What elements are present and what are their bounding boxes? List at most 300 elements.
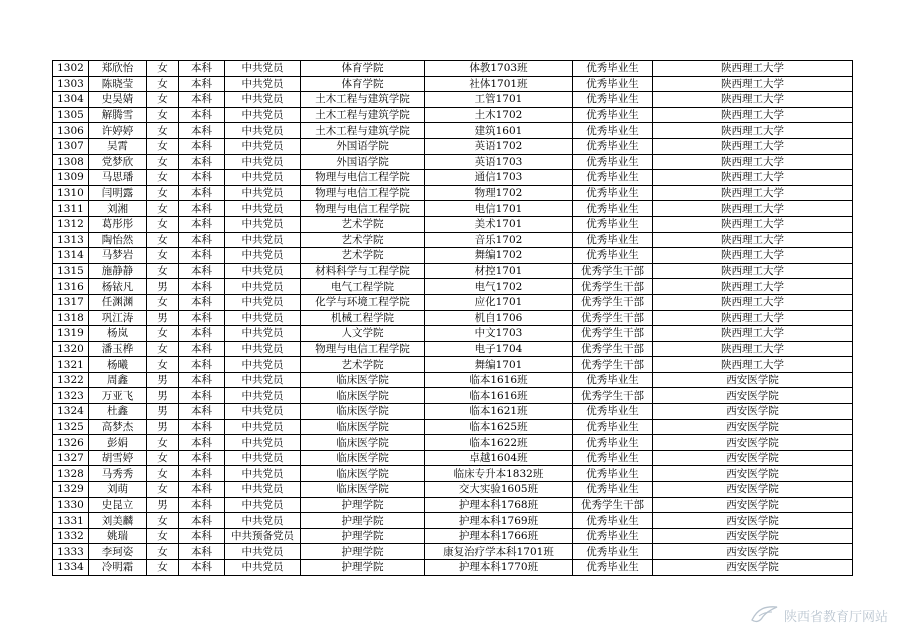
class-cell: 电信1701 xyxy=(425,201,573,217)
name-cell: 彭娟 xyxy=(89,435,147,451)
university-cell: 陕西理工大学 xyxy=(653,216,853,232)
honor-cell: 优秀毕业生 xyxy=(573,123,653,139)
honor-cell: 优秀毕业生 xyxy=(573,513,653,529)
name-cell: 刘湘 xyxy=(89,201,147,217)
honor-cell: 优秀学生干部 xyxy=(573,497,653,513)
gender-cell: 男 xyxy=(147,310,179,326)
class-cell: 临本1625班 xyxy=(425,419,573,435)
class-cell: 康复治疗学本科1701班 xyxy=(425,544,573,560)
university-cell: 陕西理工大学 xyxy=(653,232,853,248)
degree-cell: 本科 xyxy=(179,248,225,264)
degree-cell: 本科 xyxy=(179,310,225,326)
university-cell: 陕西理工大学 xyxy=(653,170,853,186)
honor-cell: 优秀学生干部 xyxy=(573,279,653,295)
college-cell: 物理与电信工程学院 xyxy=(301,185,425,201)
watermark-text: 陕西省教育厅网站 xyxy=(783,609,888,625)
seq-cell: 1333 xyxy=(53,544,89,560)
college-cell: 艺术学院 xyxy=(301,216,425,232)
name-cell: 郑欣怡 xyxy=(89,61,147,77)
table-row xyxy=(53,560,853,576)
gender-cell: 女 xyxy=(147,92,179,108)
honor-cell: 优秀毕业生 xyxy=(573,248,653,264)
seq-cell: 1316 xyxy=(53,279,89,295)
degree-cell: 本科 xyxy=(179,154,225,170)
name-cell: 刘萌 xyxy=(89,482,147,498)
gender-cell: 女 xyxy=(147,513,179,529)
honor-cell: 优秀毕业生 xyxy=(573,138,653,154)
gender-cell: 女 xyxy=(147,170,179,186)
honor-cell: 优秀毕业生 xyxy=(573,450,653,466)
name-cell: 许婷婷 xyxy=(89,123,147,139)
college-cell: 体育学院 xyxy=(301,76,425,92)
class-cell: 中文1703 xyxy=(425,326,573,342)
college-cell: 护理学院 xyxy=(301,560,425,576)
political-status-cell: 中共预备党员 xyxy=(225,528,301,544)
political-status-cell: 中共党员 xyxy=(225,404,301,420)
university-cell: 陕西理工大学 xyxy=(653,263,853,279)
degree-cell: 本科 xyxy=(179,263,225,279)
name-cell: 葛彤彤 xyxy=(89,216,147,232)
college-cell: 护理学院 xyxy=(301,528,425,544)
table-row xyxy=(53,466,853,482)
college-cell: 艺术学院 xyxy=(301,248,425,264)
honor-cell: 优秀学生干部 xyxy=(573,294,653,310)
political-status-cell: 中共党员 xyxy=(225,61,301,77)
political-status-cell: 中共党员 xyxy=(225,513,301,529)
political-status-cell: 中共党员 xyxy=(225,185,301,201)
seq-cell: 1307 xyxy=(53,138,89,154)
honor-cell: 优秀学生干部 xyxy=(573,326,653,342)
college-cell: 物理与电信工程学院 xyxy=(301,341,425,357)
degree-cell: 本科 xyxy=(179,482,225,498)
class-cell: 舞编1701 xyxy=(425,357,573,373)
table-row xyxy=(53,404,853,420)
table-row xyxy=(53,61,853,77)
political-status-cell: 中共党员 xyxy=(225,326,301,342)
university-cell: 西安医学院 xyxy=(653,497,853,513)
name-cell: 高梦杰 xyxy=(89,419,147,435)
honor-cell: 优秀毕业生 xyxy=(573,154,653,170)
table-row xyxy=(53,154,853,170)
class-cell: 英语1702 xyxy=(425,138,573,154)
college-cell: 艺术学院 xyxy=(301,357,425,373)
gender-cell: 男 xyxy=(147,404,179,420)
class-cell: 临本1622班 xyxy=(425,435,573,451)
college-cell: 护理学院 xyxy=(301,497,425,513)
name-cell: 李珂姿 xyxy=(89,544,147,560)
table-row xyxy=(53,544,853,560)
name-cell: 史昊婧 xyxy=(89,92,147,108)
honor-cell: 优秀毕业生 xyxy=(573,185,653,201)
seq-cell: 1305 xyxy=(53,107,89,123)
seq-cell: 1311 xyxy=(53,201,89,217)
honor-cell: 优秀毕业生 xyxy=(573,528,653,544)
class-cell: 材控1701 xyxy=(425,263,573,279)
political-status-cell: 中共党员 xyxy=(225,201,301,217)
degree-cell: 本科 xyxy=(179,466,225,482)
name-cell: 巩江涛 xyxy=(89,310,147,326)
college-cell: 临床医学院 xyxy=(301,388,425,404)
honor-cell: 优秀毕业生 xyxy=(573,107,653,123)
university-cell: 陕西理工大学 xyxy=(653,154,853,170)
political-status-cell: 中共党员 xyxy=(225,560,301,576)
college-cell: 体育学院 xyxy=(301,61,425,77)
name-cell: 史昆立 xyxy=(89,497,147,513)
gender-cell: 女 xyxy=(147,528,179,544)
degree-cell: 本科 xyxy=(179,404,225,420)
name-cell: 冷明霜 xyxy=(89,560,147,576)
class-cell: 电子1704 xyxy=(425,341,573,357)
table-row xyxy=(53,294,853,310)
political-status-cell: 中共党员 xyxy=(225,435,301,451)
class-cell: 英语1703 xyxy=(425,154,573,170)
class-cell: 建筑1601 xyxy=(425,123,573,139)
table-row xyxy=(53,216,853,232)
gender-cell: 女 xyxy=(147,216,179,232)
class-cell: 体教1703班 xyxy=(425,61,573,77)
class-cell: 社体1701班 xyxy=(425,76,573,92)
name-cell: 陈晓莹 xyxy=(89,76,147,92)
name-cell: 解腾雪 xyxy=(89,107,147,123)
class-cell: 护理本科1766班 xyxy=(425,528,573,544)
political-status-cell: 中共党员 xyxy=(225,544,301,560)
name-cell: 杨岚 xyxy=(89,326,147,342)
degree-cell: 本科 xyxy=(179,279,225,295)
degree-cell: 本科 xyxy=(179,450,225,466)
degree-cell: 本科 xyxy=(179,357,225,373)
gender-cell: 女 xyxy=(147,560,179,576)
class-cell: 护理本科1769班 xyxy=(425,513,573,529)
political-status-cell: 中共党员 xyxy=(225,138,301,154)
name-cell: 陶怡然 xyxy=(89,232,147,248)
political-status-cell: 中共党员 xyxy=(225,216,301,232)
degree-cell: 本科 xyxy=(179,341,225,357)
university-cell: 西安医学院 xyxy=(653,388,853,404)
class-cell: 护理本科1768班 xyxy=(425,497,573,513)
gender-cell: 男 xyxy=(147,497,179,513)
degree-cell: 本科 xyxy=(179,435,225,451)
degree-cell: 本科 xyxy=(179,107,225,123)
gender-cell: 女 xyxy=(147,544,179,560)
gender-cell: 女 xyxy=(147,450,179,466)
honor-cell: 优秀毕业生 xyxy=(573,482,653,498)
college-cell: 临床医学院 xyxy=(301,482,425,498)
class-cell: 土木1702 xyxy=(425,107,573,123)
table-row xyxy=(53,123,853,139)
university-cell: 陕西理工大学 xyxy=(653,341,853,357)
college-cell: 土木工程与建筑学院 xyxy=(301,123,425,139)
table-row xyxy=(53,482,853,498)
gender-cell: 女 xyxy=(147,435,179,451)
roster-table-body xyxy=(53,61,853,576)
university-cell: 陕西理工大学 xyxy=(653,138,853,154)
college-cell: 临床医学院 xyxy=(301,450,425,466)
university-cell: 西安医学院 xyxy=(653,372,853,388)
name-cell: 杨铱凡 xyxy=(89,279,147,295)
university-cell: 西安医学院 xyxy=(653,435,853,451)
honor-cell: 优秀毕业生 xyxy=(573,61,653,77)
seq-cell: 1314 xyxy=(53,248,89,264)
table-row xyxy=(53,513,853,529)
political-status-cell: 中共党员 xyxy=(225,466,301,482)
college-cell: 外国语学院 xyxy=(301,154,425,170)
gender-cell: 女 xyxy=(147,138,179,154)
political-status-cell: 中共党员 xyxy=(225,450,301,466)
university-cell: 西安医学院 xyxy=(653,419,853,435)
college-cell: 土木工程与建筑学院 xyxy=(301,107,425,123)
university-cell: 西安医学院 xyxy=(653,513,853,529)
university-cell: 陕西理工大学 xyxy=(653,326,853,342)
political-status-cell: 中共党员 xyxy=(225,248,301,264)
degree-cell: 本科 xyxy=(179,372,225,388)
class-cell: 物理1702 xyxy=(425,185,573,201)
degree-cell: 本科 xyxy=(179,170,225,186)
class-cell: 应化1701 xyxy=(425,294,573,310)
political-status-cell: 中共党员 xyxy=(225,154,301,170)
political-status-cell: 中共党员 xyxy=(225,107,301,123)
gender-cell: 女 xyxy=(147,61,179,77)
table-row xyxy=(53,263,853,279)
university-cell: 陕西理工大学 xyxy=(653,357,853,373)
table-row xyxy=(53,107,853,123)
gender-cell: 女 xyxy=(147,482,179,498)
honor-cell: 优秀毕业生 xyxy=(573,404,653,420)
seq-cell: 1323 xyxy=(53,388,89,404)
university-cell: 西安医学院 xyxy=(653,404,853,420)
university-cell: 西安医学院 xyxy=(653,544,853,560)
university-cell: 陕西理工大学 xyxy=(653,279,853,295)
college-cell: 临床医学院 xyxy=(301,404,425,420)
degree-cell: 本科 xyxy=(179,326,225,342)
honor-cell: 优秀毕业生 xyxy=(573,466,653,482)
class-cell: 舞编1702 xyxy=(425,248,573,264)
name-cell: 杨曦 xyxy=(89,357,147,373)
class-cell: 交大实验1605班 xyxy=(425,482,573,498)
table-row xyxy=(53,185,853,201)
degree-cell: 本科 xyxy=(179,92,225,108)
degree-cell: 本科 xyxy=(179,294,225,310)
gender-cell: 女 xyxy=(147,357,179,373)
honor-cell: 优秀毕业生 xyxy=(573,372,653,388)
college-cell: 物理与电信工程学院 xyxy=(301,201,425,217)
university-cell: 西安医学院 xyxy=(653,560,853,576)
seq-cell: 1315 xyxy=(53,263,89,279)
honor-cell: 优秀学生干部 xyxy=(573,357,653,373)
university-cell: 陕西理工大学 xyxy=(653,123,853,139)
honor-cell: 优秀毕业生 xyxy=(573,76,653,92)
class-cell: 机自1706 xyxy=(425,310,573,326)
university-cell: 陕西理工大学 xyxy=(653,248,853,264)
name-cell: 马思璠 xyxy=(89,170,147,186)
honor-cell: 优秀毕业生 xyxy=(573,435,653,451)
table-row xyxy=(53,92,853,108)
gender-cell: 女 xyxy=(147,201,179,217)
name-cell: 施静静 xyxy=(89,263,147,279)
table-row xyxy=(53,419,853,435)
roster-table xyxy=(52,60,853,576)
class-cell: 临床专升本1832班 xyxy=(425,466,573,482)
class-cell: 工管1701 xyxy=(425,92,573,108)
seq-cell: 1321 xyxy=(53,357,89,373)
gender-cell: 女 xyxy=(147,107,179,123)
degree-cell: 本科 xyxy=(179,201,225,217)
college-cell: 土木工程与建筑学院 xyxy=(301,92,425,108)
gender-cell: 男 xyxy=(147,419,179,435)
political-status-cell: 中共党员 xyxy=(225,419,301,435)
university-cell: 陕西理工大学 xyxy=(653,310,853,326)
college-cell: 艺术学院 xyxy=(301,232,425,248)
seq-cell: 1303 xyxy=(53,76,89,92)
political-status-cell: 中共党员 xyxy=(225,279,301,295)
seq-cell: 1325 xyxy=(53,419,89,435)
seq-cell: 1324 xyxy=(53,404,89,420)
seq-cell: 1326 xyxy=(53,435,89,451)
honor-cell: 优秀学生干部 xyxy=(573,263,653,279)
college-cell: 材料科学与工程学院 xyxy=(301,263,425,279)
table-row xyxy=(53,326,853,342)
table-row xyxy=(53,279,853,295)
class-cell: 临本1616班 xyxy=(425,372,573,388)
name-cell: 马梦岩 xyxy=(89,248,147,264)
name-cell: 刘美麟 xyxy=(89,513,147,529)
political-status-cell: 中共党员 xyxy=(225,388,301,404)
table-row xyxy=(53,201,853,217)
degree-cell: 本科 xyxy=(179,61,225,77)
seq-cell: 1312 xyxy=(53,216,89,232)
gender-cell: 男 xyxy=(147,279,179,295)
table-row xyxy=(53,138,853,154)
university-cell: 陕西理工大学 xyxy=(653,185,853,201)
class-cell: 通信1703 xyxy=(425,170,573,186)
degree-cell: 本科 xyxy=(179,216,225,232)
political-status-cell: 中共党员 xyxy=(225,497,301,513)
seq-cell: 1329 xyxy=(53,482,89,498)
seq-cell: 1320 xyxy=(53,341,89,357)
university-cell: 西安医学院 xyxy=(653,528,853,544)
table-row xyxy=(53,388,853,404)
seq-cell: 1334 xyxy=(53,560,89,576)
gender-cell: 女 xyxy=(147,123,179,139)
gender-cell: 女 xyxy=(147,466,179,482)
political-status-cell: 中共党员 xyxy=(225,482,301,498)
seq-cell: 1310 xyxy=(53,185,89,201)
gender-cell: 女 xyxy=(147,76,179,92)
degree-cell: 本科 xyxy=(179,544,225,560)
seq-cell: 1308 xyxy=(53,154,89,170)
seq-cell: 1331 xyxy=(53,513,89,529)
university-cell: 陕西理工大学 xyxy=(653,201,853,217)
gender-cell: 男 xyxy=(147,372,179,388)
college-cell: 机械工程学院 xyxy=(301,310,425,326)
name-cell: 胡雪婷 xyxy=(89,450,147,466)
degree-cell: 本科 xyxy=(179,419,225,435)
university-cell: 西安医学院 xyxy=(653,466,853,482)
class-cell: 电气1702 xyxy=(425,279,573,295)
honor-cell: 优秀毕业生 xyxy=(573,92,653,108)
degree-cell: 本科 xyxy=(179,123,225,139)
table-row xyxy=(53,76,853,92)
political-status-cell: 中共党员 xyxy=(225,232,301,248)
political-status-cell: 中共党员 xyxy=(225,294,301,310)
honor-cell: 优秀毕业生 xyxy=(573,544,653,560)
honor-cell: 优秀毕业生 xyxy=(573,419,653,435)
gender-cell: 男 xyxy=(147,388,179,404)
university-cell: 陕西理工大学 xyxy=(653,76,853,92)
degree-cell: 本科 xyxy=(179,76,225,92)
degree-cell: 本科 xyxy=(179,513,225,529)
seq-cell: 1327 xyxy=(53,450,89,466)
seq-cell: 1322 xyxy=(53,372,89,388)
political-status-cell: 中共党员 xyxy=(225,341,301,357)
gender-cell: 女 xyxy=(147,248,179,264)
table-row xyxy=(53,497,853,513)
watermark xyxy=(750,604,888,626)
college-cell: 外国语学院 xyxy=(301,138,425,154)
name-cell: 杜鑫 xyxy=(89,404,147,420)
political-status-cell: 中共党员 xyxy=(225,372,301,388)
name-cell: 党梦欣 xyxy=(89,154,147,170)
degree-cell: 本科 xyxy=(179,232,225,248)
degree-cell: 本科 xyxy=(179,528,225,544)
gender-cell: 女 xyxy=(147,341,179,357)
honor-cell: 优秀毕业生 xyxy=(573,232,653,248)
seq-cell: 1302 xyxy=(53,61,89,77)
gender-cell: 女 xyxy=(147,154,179,170)
degree-cell: 本科 xyxy=(179,138,225,154)
honor-cell: 优秀学生干部 xyxy=(573,310,653,326)
table-row xyxy=(53,310,853,326)
degree-cell: 本科 xyxy=(179,185,225,201)
political-status-cell: 中共党员 xyxy=(225,123,301,139)
class-cell: 临本1616班 xyxy=(425,388,573,404)
college-cell: 临床医学院 xyxy=(301,466,425,482)
seq-cell: 1313 xyxy=(53,232,89,248)
seq-cell: 1317 xyxy=(53,294,89,310)
honor-cell: 优秀学生干部 xyxy=(573,341,653,357)
college-cell: 临床医学院 xyxy=(301,419,425,435)
gender-cell: 女 xyxy=(147,263,179,279)
gender-cell: 女 xyxy=(147,294,179,310)
name-cell: 姚瑞 xyxy=(89,528,147,544)
honor-cell: 优秀毕业生 xyxy=(573,216,653,232)
honor-cell: 优秀毕业生 xyxy=(573,560,653,576)
university-cell: 西安医学院 xyxy=(653,482,853,498)
class-cell: 音乐1702 xyxy=(425,232,573,248)
political-status-cell: 中共党员 xyxy=(225,357,301,373)
college-cell: 护理学院 xyxy=(301,513,425,529)
name-cell: 闫明露 xyxy=(89,185,147,201)
college-cell: 临床医学院 xyxy=(301,372,425,388)
honor-cell: 优秀毕业生 xyxy=(573,170,653,186)
table-row xyxy=(53,372,853,388)
honor-cell: 优秀学生干部 xyxy=(573,388,653,404)
political-status-cell: 中共党员 xyxy=(225,170,301,186)
seq-cell: 1328 xyxy=(53,466,89,482)
table-row xyxy=(53,248,853,264)
university-cell: 西安医学院 xyxy=(653,450,853,466)
table-row xyxy=(53,232,853,248)
table-row xyxy=(53,528,853,544)
name-cell: 周鑫 xyxy=(89,372,147,388)
degree-cell: 本科 xyxy=(179,560,225,576)
college-cell: 化学与环境工程学院 xyxy=(301,294,425,310)
class-cell: 卓越1604班 xyxy=(425,450,573,466)
honor-cell: 优秀毕业生 xyxy=(573,201,653,217)
table-row xyxy=(53,450,853,466)
name-cell: 吴霄 xyxy=(89,138,147,154)
seq-cell: 1309 xyxy=(53,170,89,186)
degree-cell: 本科 xyxy=(179,497,225,513)
